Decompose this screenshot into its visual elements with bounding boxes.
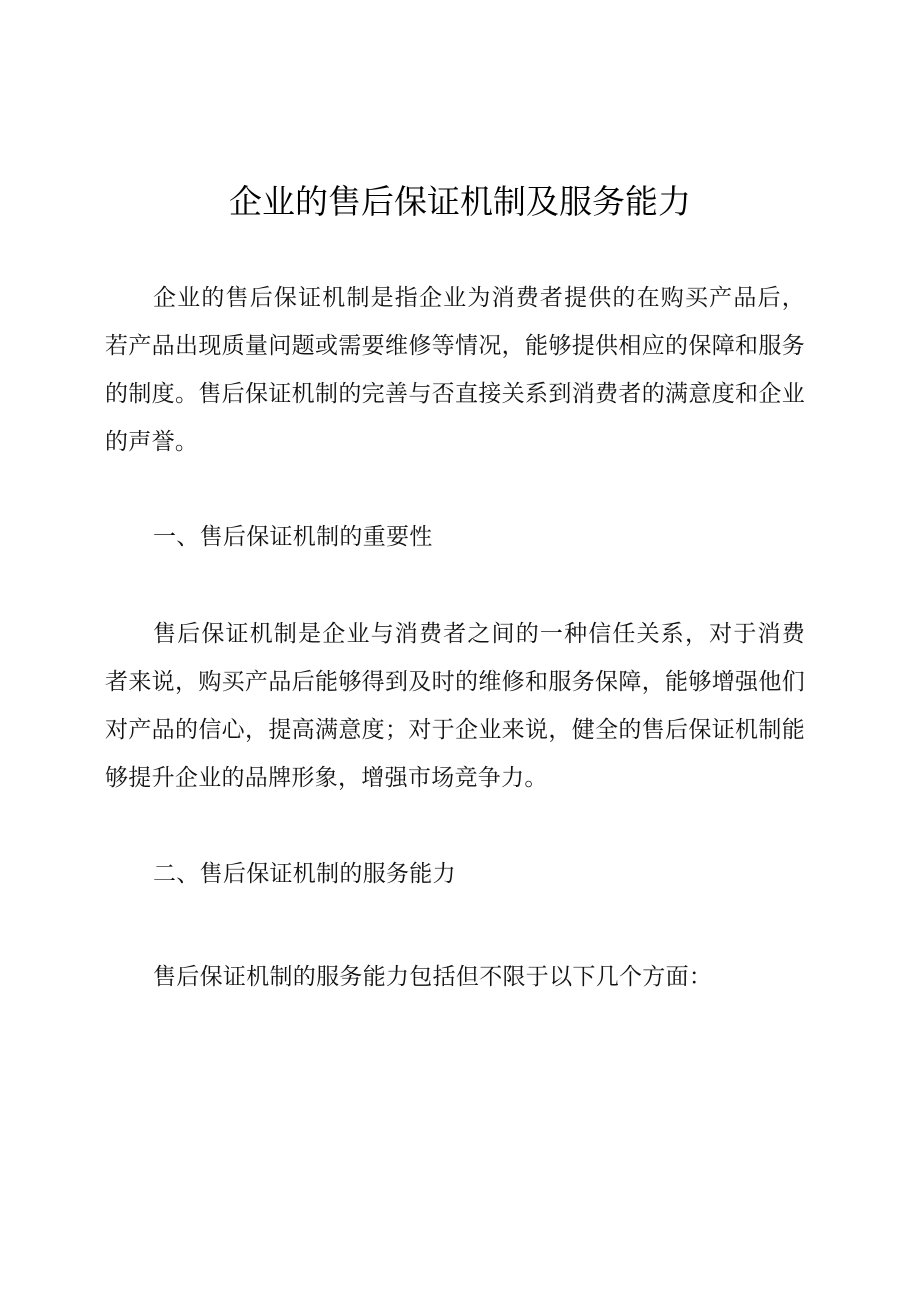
section-heading-service-capability: 二、售后保证机制的服务能力 (153, 861, 456, 887)
section-body-importance: 售后保证机制是企业与消费者之间的一种信任关系，对于消费者来说，购买产品后能够得到及时的维修和服务保障，能够增强他们对产品的信心，提高满意度；对于企业来说，健全的售后保证机制能够提升企业的品牌形象，增强市场竞争力。 (105, 621, 805, 791)
section-heading-importance: 一、售后保证机制的重要性 (153, 524, 433, 550)
section-body-service-capability: 售后保证机制的服务能力包括但不限于以下几个方面： (153, 964, 713, 990)
intro-paragraph: 企业的售后保证机制是指企业为消费者提供的在购买产品后，若产品出现质量问题或需要维修等情况，能够提供相应的保障和服务的制度。售后保证机制的完善与否直接关系到消费者的满意度和企业的声誉。 (105, 285, 805, 455)
document-title: 企业的售后保证机制及服务能力 (229, 182, 691, 221)
